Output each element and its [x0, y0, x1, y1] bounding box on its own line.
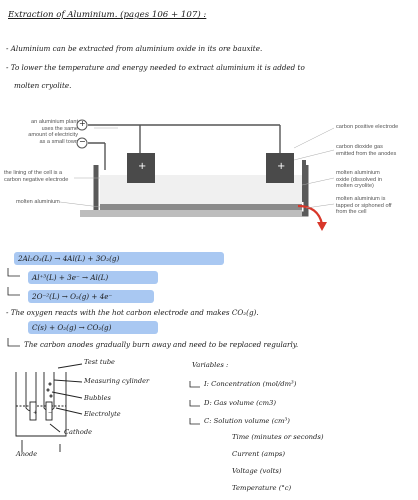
- anode-plus-right: +: [277, 161, 286, 172]
- label-electrolyte: Electrolyte: [84, 410, 121, 418]
- note-bauxite: - Aluminium can be extracted from aluminium oxide in its ore bauxite.: [6, 44, 263, 53]
- page-title: Extraction of Aluminium. (pages 106 + 107) :: [8, 10, 207, 20]
- label-plant: an aluminium plant uses the same amount of electricity as a small town: [28, 119, 78, 145]
- note-cryolite-cont: molten cryolite.: [14, 81, 72, 90]
- variable-control: C: Solution volume (cm³): [204, 417, 290, 425]
- label-measuring-cylinder: Measuring cylinder: [84, 377, 150, 385]
- note-anodes-burn: The carbon anodes gradually burn away and need to be replaced regularly.: [24, 340, 299, 349]
- variable-temperature: Temperature (°c): [232, 484, 292, 492]
- equation-anode: 2O⁻²(L) → O₂(g) + 4e⁻: [32, 292, 113, 301]
- equation-cathode: Al⁺³(L) + 3e⁻ → Al(L): [32, 273, 109, 282]
- label-anode: Anode: [16, 450, 38, 458]
- label-pos-electrode: carbon positive electrode: [336, 124, 399, 130]
- note-oxygen: - The oxygen reacts with the hot carbon electrode and makes CO₂(g).: [6, 308, 259, 317]
- variables-heading: Variables :: [192, 361, 229, 369]
- label-bubbles: Bubbles: [84, 394, 111, 402]
- anode-plus-left: +: [138, 161, 147, 172]
- label-co2: carbon dioxide gas emitted from the anodes: [336, 144, 397, 157]
- variable-voltage: Voltage (volts): [232, 467, 282, 475]
- equation-overall: 2Al₂O₃(L) → 4Al(L) + 3O₂(g): [18, 254, 120, 263]
- minus-sign: −: [79, 137, 86, 146]
- label-tap: molten aluminium is tapped or siphoned off from the cell: [336, 196, 392, 216]
- label-test-tube: Test tube: [84, 358, 115, 366]
- label-lining: the lining of the cell is a carbon negative electrode: [4, 170, 69, 183]
- label-molten-al: molten aluminium: [16, 199, 60, 205]
- note-cryolite: - To lower the temperature and energy needed to extract aluminium it is added to: [6, 63, 305, 72]
- label-cathode: Cathode: [64, 428, 92, 436]
- label-oxide: molten aluminium oxide (dissolved in molten cryolite): [336, 170, 383, 190]
- molten-aluminium-layer: [100, 204, 302, 210]
- plus-sign: +: [79, 119, 86, 128]
- svg-text:+: +: [33, 410, 38, 416]
- svg-text:−: −: [48, 410, 53, 416]
- variable-time: Time (minutes or seconds): [232, 433, 324, 441]
- variable-independent: I: Concentration (mol/dm³): [204, 380, 297, 388]
- variable-dependent: D: Gas volume (cm3): [204, 399, 277, 407]
- equation-co2: C(s) + O₂(g) → CO₂(g): [32, 323, 112, 332]
- variable-current: Current (amps): [232, 450, 286, 458]
- apparatus-sketch: [16, 364, 82, 452]
